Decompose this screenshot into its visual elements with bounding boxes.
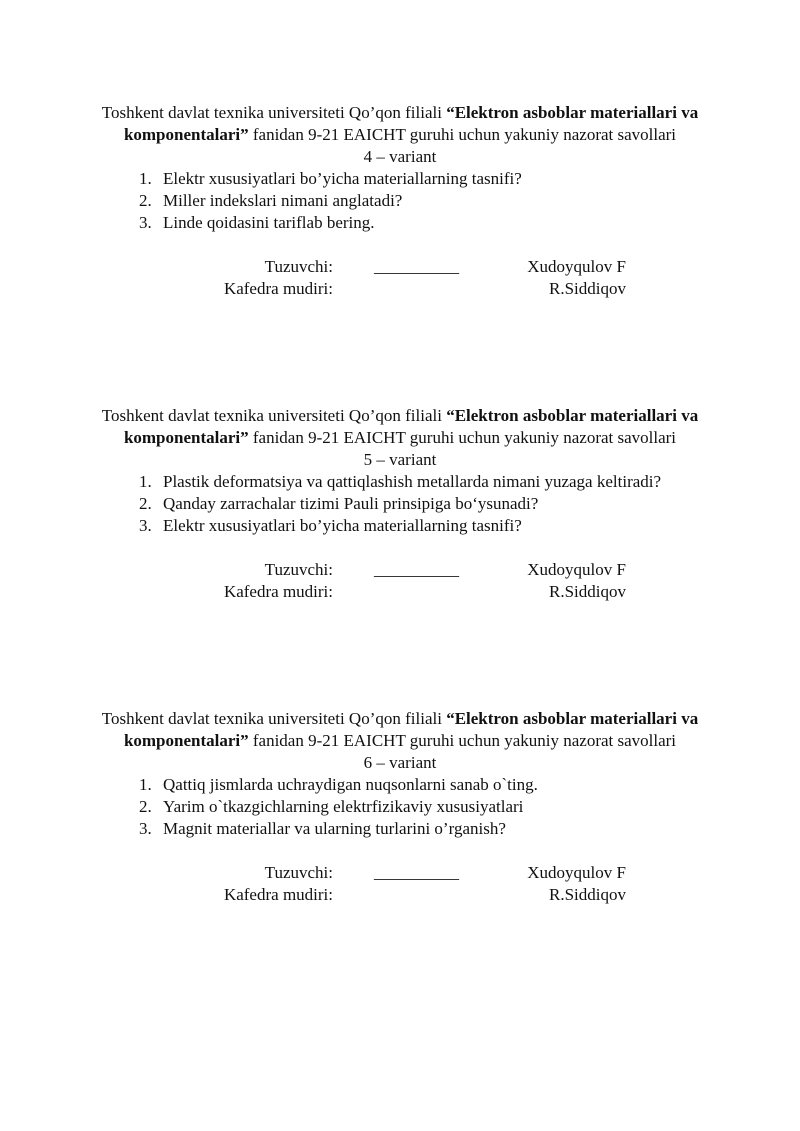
- signature-role: Kafedra mudiri:: [223, 582, 333, 601]
- header-subject: “Elektron asboblar materiallari va komponentalari”: [123, 406, 699, 447]
- exam-block-variant-4: [0, 102, 800, 300]
- header-subject: “Elektron asboblar materiallari va komponentalari”: [123, 103, 699, 144]
- question-text: Qanday zarrachalar tizimi Pauli prinsipiga bo‘ysunadi?: [163, 494, 539, 513]
- question-number: 1.: [139, 472, 152, 491]
- question-item: [0, 168, 800, 190]
- signature-row-author: [0, 559, 800, 581]
- signature-name: Xudoyqulov F: [527, 257, 626, 276]
- question-text: Elektr xususiyatlari bo’yicha materiallarning tasnifi?: [163, 169, 522, 188]
- question-number: 3.: [139, 516, 152, 535]
- question-list: [0, 471, 800, 537]
- question-text: Qattiq jismlarda uchraydigan nuqsonlarni sanab o`ting.: [163, 775, 538, 794]
- question-item: [0, 515, 800, 537]
- question-item: [0, 796, 800, 818]
- question-number: 2.: [139, 191, 152, 210]
- question-list: [0, 774, 800, 840]
- block-header: [90, 708, 710, 752]
- question-number: 2.: [139, 494, 152, 513]
- question-item: [0, 818, 800, 840]
- question-text: Plastik deformatsiya va qattiqlashish metallarda nimani yuzaga keltiradi?: [163, 472, 662, 491]
- variant-label: 6 – variant: [363, 753, 437, 772]
- block-header: [90, 102, 710, 146]
- question-item: [0, 212, 800, 234]
- header-subject: “Elektron asboblar materiallari va komponentalari”: [123, 709, 699, 750]
- variant-label: 5 – variant: [363, 450, 437, 469]
- signature-line: __________: [374, 560, 459, 579]
- block-header: [90, 405, 710, 449]
- signature-name: Xudoyqulov F: [527, 560, 626, 579]
- question-item: [0, 493, 800, 515]
- question-text: Miller indekslari nimani anglatadi?: [163, 191, 403, 210]
- question-item: [0, 774, 800, 796]
- signature-row-author: [0, 256, 800, 278]
- header-institution: Toshkent davlat texnika universiteti Qo’qon filiali: [101, 709, 447, 728]
- question-number: 3.: [139, 213, 152, 232]
- signature-name: Xudoyqulov F: [527, 863, 626, 882]
- question-text: Elektr xususiyatlari bo’yicha materiallarning tasnifi?: [163, 516, 522, 535]
- signature-row-head: [0, 884, 800, 906]
- signature-name: R.Siddiqov: [549, 582, 626, 601]
- header-group: fanidan 9-21 EAICHT guruhi uchun yakuniy nazorat savollari: [248, 731, 677, 750]
- question-number: 2.: [139, 797, 152, 816]
- question-text: Yarim o`tkazgichlarning elektrfizikaviy xususiyatlari: [163, 797, 524, 816]
- signature-role: Tuzuvchi:: [264, 257, 333, 276]
- header-institution: Toshkent davlat texnika universiteti Qo’qon filiali: [101, 103, 447, 122]
- exam-block-variant-5: [0, 405, 800, 603]
- exam-block-variant-6: [0, 708, 800, 906]
- question-number: 3.: [139, 819, 152, 838]
- question-text: Magnit materiallar va ularning turlarini o’rganish?: [163, 819, 506, 838]
- question-list: [0, 168, 800, 234]
- signature-row-author: [0, 862, 800, 884]
- signature-role: Tuzuvchi:: [264, 560, 333, 579]
- signature-role: Kafedra mudiri:: [223, 279, 333, 298]
- question-number: 1.: [139, 775, 152, 794]
- signature-name: R.Siddiqov: [549, 885, 626, 904]
- header-group: fanidan 9-21 EAICHT guruhi uchun yakuniy nazorat savollari: [248, 125, 677, 144]
- header-institution: Toshkent davlat texnika universiteti Qo’qon filiali: [101, 406, 447, 425]
- signature-role: Kafedra mudiri:: [223, 885, 333, 904]
- signature-line: __________: [374, 863, 459, 882]
- question-item: [0, 190, 800, 212]
- question-text: Linde qoidasini tariflab bering.: [163, 213, 375, 232]
- signature-name: R.Siddiqov: [549, 279, 626, 298]
- signature-line: __________: [374, 257, 459, 276]
- signature-row-head: [0, 278, 800, 300]
- question-item: [0, 471, 800, 493]
- signature-row-head: [0, 581, 800, 603]
- header-group: fanidan 9-21 EAICHT guruhi uchun yakuniy nazorat savollari: [248, 428, 677, 447]
- question-number: 1.: [139, 169, 152, 188]
- signature-role: Tuzuvchi:: [264, 863, 333, 882]
- variant-label: 4 – variant: [363, 147, 437, 166]
